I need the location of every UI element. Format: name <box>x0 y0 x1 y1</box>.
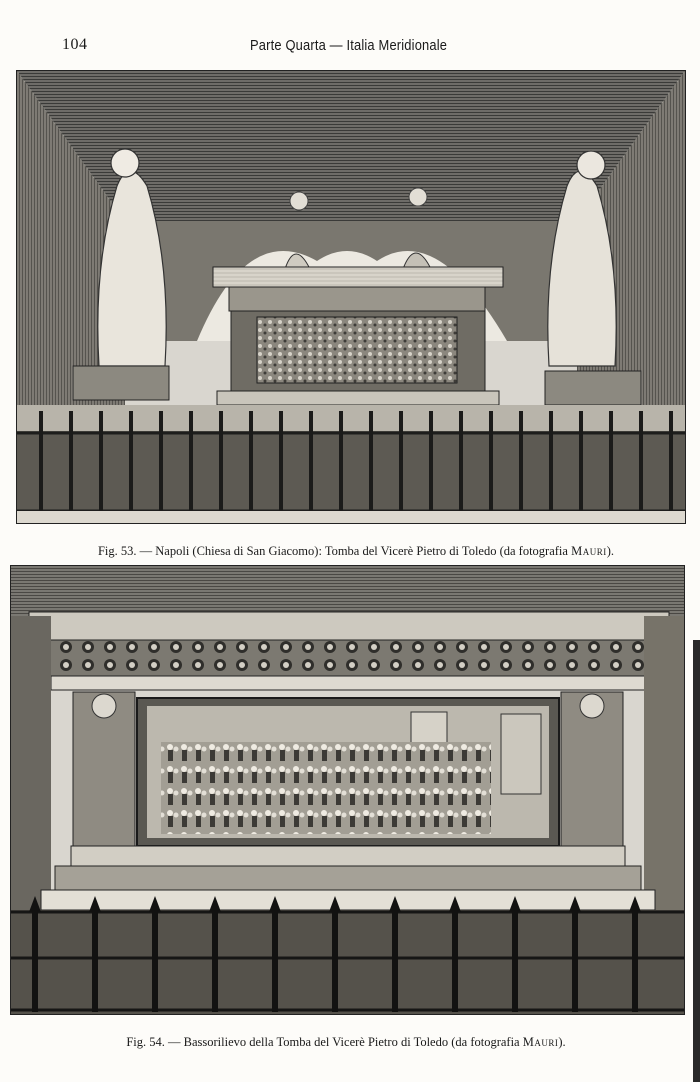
caption-end: ). <box>606 543 615 558</box>
photographer-credit: Mauri <box>571 543 607 558</box>
bas-relief-illustration <box>11 566 684 1014</box>
binding-edge-shadow <box>693 640 700 1082</box>
figure-53-caption <box>6 544 700 559</box>
figure-53-engraving <box>16 70 686 524</box>
page-header <box>0 36 700 58</box>
page-number: 104 <box>62 36 88 53</box>
figure-54-engraving <box>10 565 685 1015</box>
running-head: Parte Quarta — Italia Meridionale <box>250 37 448 54</box>
caption-text: Fig. 53. — Napoli (Chiesa di San Giacomo): Tomba del Vicerè Pietro di Toledo (da fotografia <box>97 543 572 558</box>
caption-text: Fig. 54. — Bassorilievo della Tomba del Vicerè Pietro di Toledo (da fotografia <box>126 1034 523 1049</box>
caption-end: ). <box>558 1034 566 1049</box>
tomb-overview-illustration <box>17 71 685 523</box>
photographer-credit: Mauri <box>522 1034 559 1049</box>
figure-54-caption <box>0 1035 696 1050</box>
